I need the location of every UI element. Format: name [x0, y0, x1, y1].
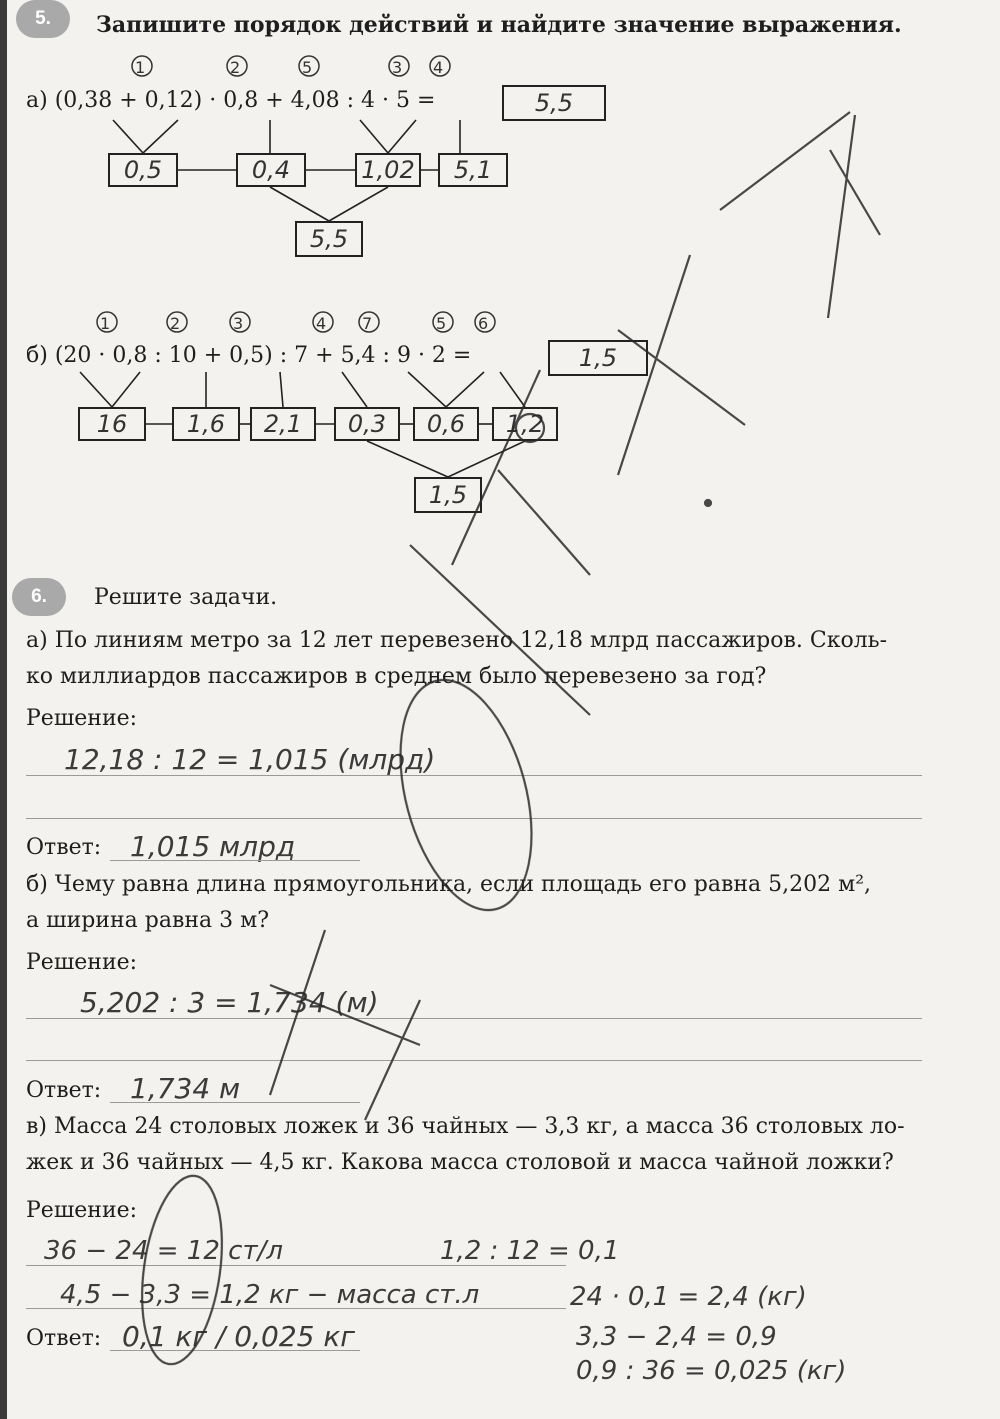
task6b-answer-label: Ответ:: [26, 1078, 102, 1103]
task5-badge: 5.: [16, 0, 70, 38]
order-num: 2: [170, 314, 181, 333]
order-circle: [475, 312, 495, 332]
order-num: 5: [302, 58, 313, 77]
order-num: 3: [392, 58, 403, 77]
task5a-expression: а) (0,38 + 0,12) · 0,8 + 4,08 : 4 · 5 =: [26, 88, 436, 113]
task6a-text: а) По линиям метро за 12 лет перевезено 12,18 млрд пассажиров. Сколь-: [26, 628, 888, 653]
task6c-answer-label: Ответ:: [26, 1326, 102, 1351]
order-circle: [230, 312, 250, 332]
task5b-step: 1,6: [172, 407, 240, 441]
task5b-answer-box: 1,5: [548, 340, 648, 376]
order-circle: [313, 312, 333, 332]
order-circle: [430, 56, 450, 76]
order-num: 6: [478, 314, 489, 333]
task5b-step: 0,3: [334, 407, 400, 441]
task6c-side-line: 1,2 : 12 = 0,1: [440, 1236, 620, 1266]
order-num: 7: [362, 314, 373, 333]
task6c-solution-label: Решение:: [26, 1198, 138, 1223]
task5a-answer-box: 5,5: [502, 85, 606, 121]
order-num: 3: [233, 314, 244, 333]
task6c-side-line: 0,9 : 36 = 0,025 (кг): [576, 1356, 847, 1386]
task6b-answer: 1,734 м: [130, 1072, 241, 1105]
task6c-text: в) Масса 24 столовых ложек и 36 чайных — 3,3 кг, а масса 36 столовых ло-: [26, 1114, 905, 1139]
task5b-step: 2,1: [250, 407, 316, 441]
task5-title: Запишите порядок действий и найдите значение выражения.: [96, 12, 902, 38]
order-num: 4: [316, 314, 327, 333]
task5a-step: 0,5: [108, 153, 178, 187]
watermark-scribble: [131, 112, 880, 1369]
task6-badge: 6.: [12, 578, 66, 616]
order-circle: [299, 56, 319, 76]
task5a-step: 0,4: [236, 153, 306, 187]
order-num: 5: [436, 314, 447, 333]
task6b-text: а ширина равна 3 м?: [26, 908, 269, 933]
task5a-step: 5,1: [438, 153, 508, 187]
task5b-result-box: 1,5: [414, 477, 482, 513]
task6c-solution-line: 36 − 24 = 12 ст/л: [44, 1236, 283, 1266]
task6-title: Решите задачи.: [94, 585, 278, 610]
order-circle: [389, 56, 409, 76]
task6a-solution: 12,18 : 12 = 1,015 (млрд): [64, 743, 436, 776]
order-num: 1: [135, 58, 146, 77]
task5b-step: 0,6: [413, 407, 479, 441]
tree-connectors: [80, 120, 525, 477]
task6b-text: б) Чему равна длина прямоугольника, если площадь его равна 5,202 м²,: [26, 872, 872, 897]
order-num: 2: [230, 58, 241, 77]
task5b-expression: б) (20 · 0,8 : 10 + 0,5) : 7 + 5,4 : 9 · 2 =: [26, 343, 472, 368]
order-circle: [132, 56, 152, 76]
task6c-side-line: 3,3 − 2,4 = 0,9: [576, 1322, 777, 1352]
task6a-answer-label: Ответ:: [26, 835, 102, 860]
task5a-result-box: 5,5: [295, 221, 363, 257]
task6a-solution-label: Решение:: [26, 706, 138, 731]
order-circle: [167, 312, 187, 332]
task5a-step: 1,02: [355, 153, 421, 187]
order-num: 1: [100, 314, 111, 333]
order-circle: [433, 312, 453, 332]
order-circle: [97, 312, 117, 332]
task6b-solution: 5,202 : 3 = 1,734 (м): [80, 986, 379, 1019]
task5b-step: 16: [78, 407, 146, 441]
task6c-side-line: 24 · 0,1 = 2,4 (кг): [570, 1282, 807, 1312]
order-circle: [359, 312, 379, 332]
order-circle: [227, 56, 247, 76]
task6a-answer: 1,015 млрд: [130, 830, 296, 863]
order-num: 4: [433, 58, 444, 77]
task6b-solution-label: Решение:: [26, 950, 138, 975]
task6c-answer: 0,1 кг / 0,025 кг: [122, 1320, 355, 1353]
task6c-text: жек и 36 чайных — 4,5 кг. Какова масса столовой и масса чайной ложки?: [26, 1150, 894, 1175]
task6c-solution-line: 4,5 − 3,3 = 1,2 кг − масса ст.л: [60, 1280, 480, 1310]
task6a-text: ко миллиардов пассажиров в среднем было перевезено за год?: [26, 664, 767, 689]
task5b-step: 1,2: [492, 407, 558, 441]
